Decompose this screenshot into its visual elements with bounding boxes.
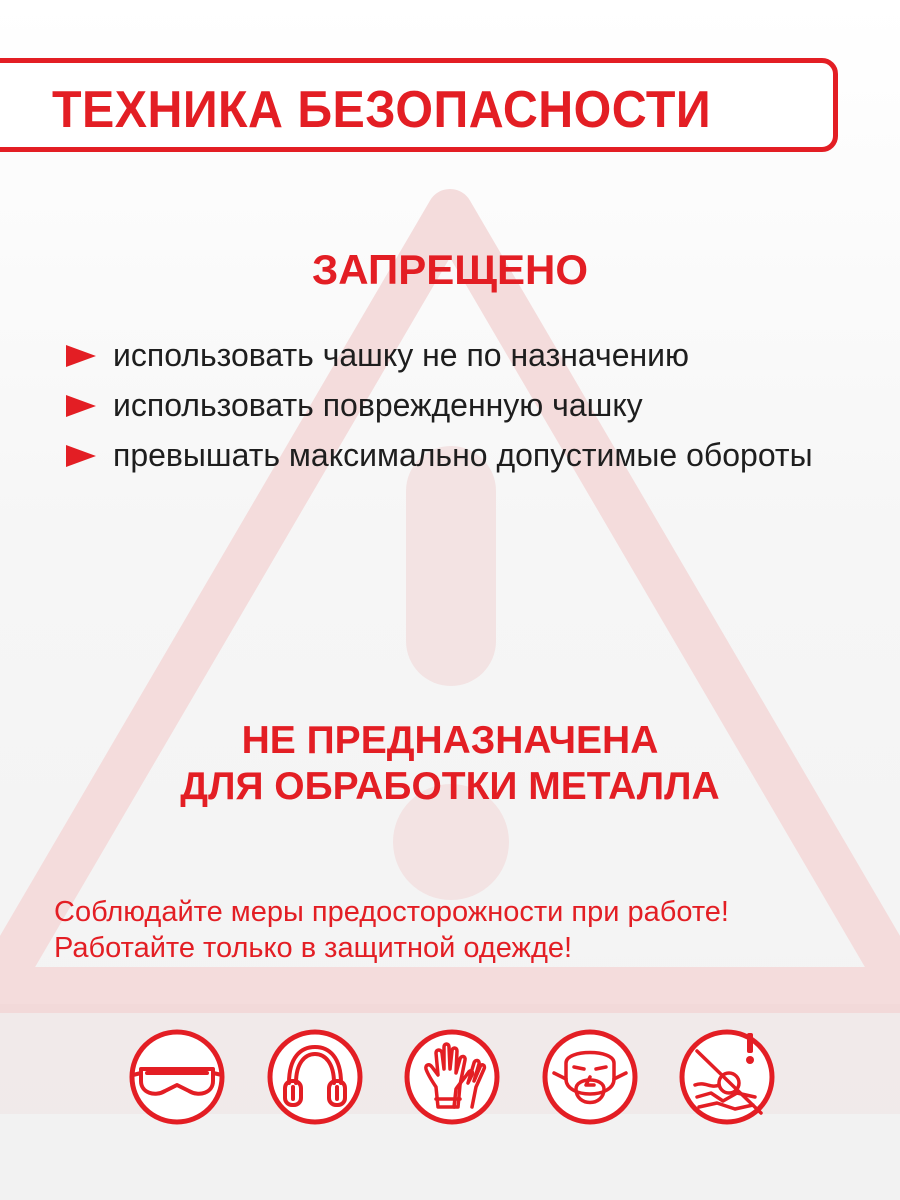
list-item-text: превышать максимально допустимые обороты xyxy=(113,437,813,473)
notice-line: ДЛЯ ОБРАБОТКИ МЕТАЛЛА xyxy=(180,765,720,808)
caution-text xyxy=(54,894,729,966)
forbidden-list xyxy=(66,336,856,486)
list-item xyxy=(66,336,856,374)
list-item-text: использовать поврежденную чашку xyxy=(113,387,643,423)
notice-line: НЕ ПРЕДНАЗНАЧЕНА xyxy=(241,719,659,762)
list-item xyxy=(66,386,856,424)
caution-line: Соблюдайте меры предосторожности при работе! xyxy=(54,896,729,928)
not-for-metal-notice xyxy=(0,718,900,810)
caution-line: Работайте только в защитной одежде! xyxy=(54,932,573,964)
forbidden-heading: ЗАПРЕЩЕНО xyxy=(311,246,589,293)
ppe-icons-row xyxy=(127,1027,777,1127)
list-item xyxy=(66,436,856,474)
protective-gloves-icon xyxy=(402,1027,502,1127)
page-title: ТЕХНИКА БЕЗОПАСНОСТИ xyxy=(52,81,712,139)
no-loose-clothing-icon xyxy=(677,1027,777,1127)
arrow-right-icon xyxy=(66,345,96,367)
arrow-right-icon xyxy=(66,395,96,417)
ear-protection-icon xyxy=(265,1027,365,1127)
arrow-right-icon xyxy=(66,445,96,467)
list-item-text: использовать чашку не по назначению xyxy=(113,337,690,373)
safety-goggles-icon xyxy=(127,1027,227,1127)
respirator-icon xyxy=(540,1027,640,1127)
